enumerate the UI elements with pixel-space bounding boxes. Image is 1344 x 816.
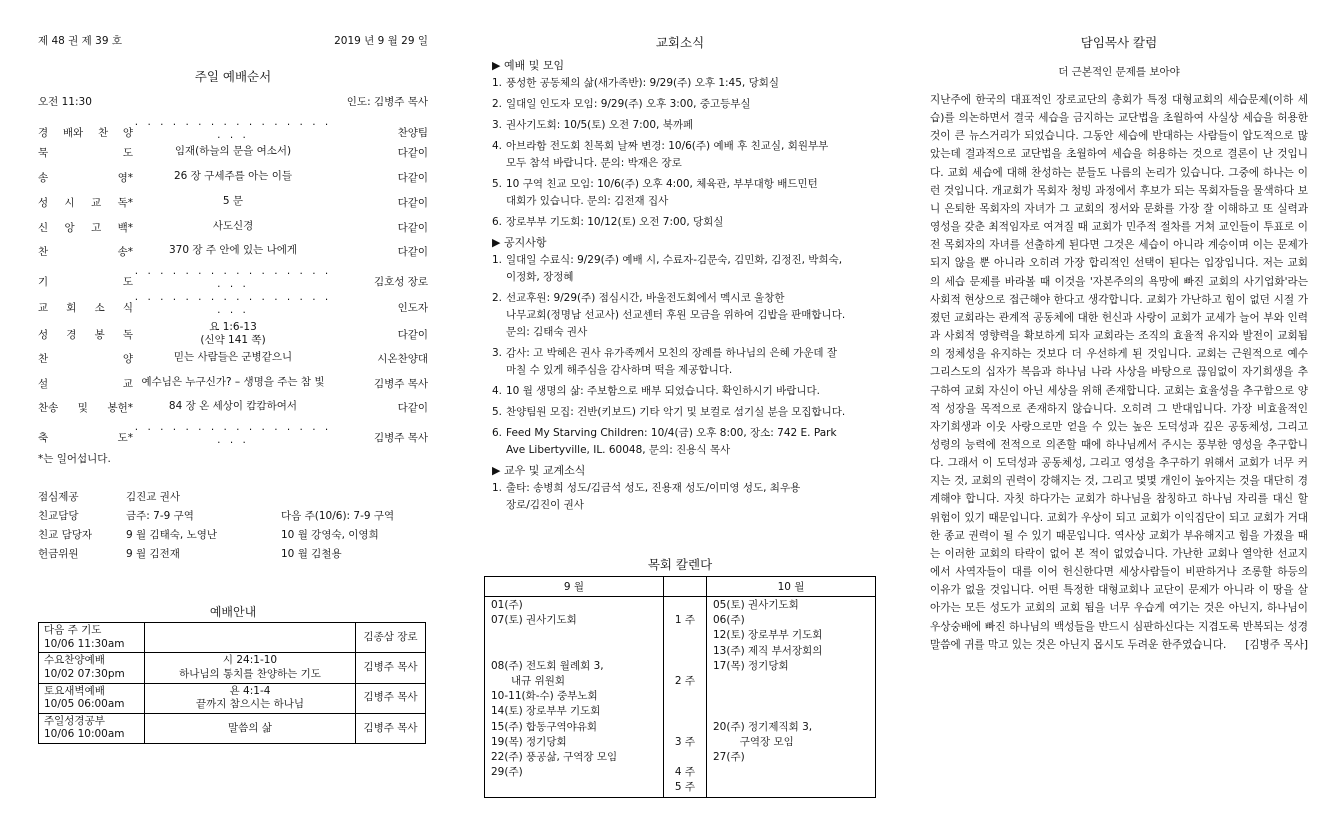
order-name: 성 경 봉 독 — [38, 328, 133, 341]
duty-label: 친교담당 — [38, 510, 79, 522]
service-name: 수요찬양예배 — [44, 654, 105, 667]
duty-row — [38, 487, 428, 506]
news-item-line: 권사기도회: 10/5(토) 오전 7:00, 북까페 — [506, 119, 694, 131]
order-detail-line: · · · · · · · · · · · · · · · · · · · — [134, 294, 332, 320]
news-item-text — [506, 117, 693, 134]
news-item-text — [506, 75, 779, 92]
calendar-event — [491, 644, 657, 659]
calendar-week: 2 주 — [674, 674, 696, 687]
order-person: 김병주 목사 — [373, 431, 428, 444]
worship-info-person: 김병주 목사 — [356, 713, 426, 743]
order-row — [38, 119, 428, 145]
news-item-line: 장로부부 기도회: 10/12(토) 오전 7:00, 당회실 — [506, 216, 724, 228]
service-name: 주일성경공부 — [44, 714, 105, 727]
news-item-line: 장로/김진이 권사 — [506, 499, 584, 511]
news-item — [492, 290, 876, 341]
worship-info-person: 김병주 목사 — [356, 683, 426, 713]
order-detail — [133, 145, 333, 158]
news-item-text — [506, 480, 800, 514]
duty-row — [38, 525, 428, 544]
service-time: 10/06 11:30am — [44, 637, 125, 650]
calendar-event — [713, 689, 869, 704]
order-person: 다같이 — [397, 196, 428, 209]
calendar-event — [713, 765, 869, 780]
calendar-week — [666, 598, 704, 613]
column-subtitle: 더 근본적인 문제를 보아야 — [1058, 66, 1180, 78]
calendar-event: 08(주) 전도회 월례회 3, — [491, 659, 604, 672]
worship-info-person: 김병주 목사 — [356, 653, 426, 683]
duty-row — [38, 506, 428, 525]
service-detail: 시 24:1-10 — [222, 654, 278, 667]
calendar-week — [666, 720, 704, 735]
order-row — [38, 144, 428, 160]
calendar-week: 1 주 — [674, 614, 696, 627]
order-detail — [133, 119, 333, 145]
order-row — [38, 243, 428, 259]
news-item — [492, 214, 876, 231]
service-detail: 말씀의 삶 — [228, 721, 272, 734]
order-row — [38, 219, 428, 235]
news-item — [492, 117, 876, 134]
news-section-heading: ▶ 예배 및 모임 — [492, 59, 565, 72]
news-item-text — [506, 138, 828, 172]
order-detail-line: 26 장 구세주를 아는 이들 — [174, 170, 292, 183]
order-row — [38, 268, 428, 294]
order-name: 송 영* — [38, 171, 133, 184]
order-detail — [133, 294, 333, 320]
order-name: 축 도* — [38, 431, 133, 444]
worship-info-detail — [145, 623, 356, 653]
order-row — [38, 319, 428, 349]
duty-label: 친교 담당자 — [38, 529, 93, 541]
news-item-text — [506, 290, 845, 341]
news-item-line: 아브라함 전도회 친목회 날짜 변경: 10/6(주) 예배 후 친교실, 회원부부 — [506, 140, 829, 152]
worship-info-title: 예배안내 — [209, 605, 257, 619]
order-person: 찬양팀 — [397, 126, 428, 139]
news-item-line: 마칠 수 있게 해주심을 감사하며 떡을 제공합니다. — [506, 364, 733, 376]
service-name: 토요새벽예배 — [44, 684, 105, 697]
order-detail — [133, 424, 333, 450]
order-person: 다같이 — [397, 146, 428, 159]
calendar-week — [666, 689, 704, 704]
duty-next: 다음 주(10/6): 7-9 구역 — [281, 510, 395, 522]
calendar-title: 목회 칼렌다 — [647, 557, 713, 572]
order-detail — [133, 268, 333, 294]
calendar-event — [713, 674, 869, 689]
worship-info-row — [39, 713, 426, 743]
order-detail-line: 84 장 온 세상이 캄캄하여서 — [168, 400, 298, 413]
news-item-number: 2. — [492, 98, 503, 110]
calendar-event: 27(주) — [713, 750, 745, 763]
news-item-number: 4. — [492, 140, 503, 152]
service-time: 10/02 07:30pm — [44, 667, 125, 680]
news-item-line: 감사: 고 박혜은 권사 유가족께서 모친의 장례를 하나님의 은혜 가운데 잘 — [506, 347, 838, 359]
news-item-number: 1. — [492, 482, 503, 494]
order-detail-line: 예수님은 누구신가? – 생명을 주는 참 빛 — [141, 376, 325, 389]
news-item-line: 일대일 인도자 모임: 9/29(주) 오후 3:00, 중고등부실 — [506, 98, 751, 110]
calendar-event: 19(목) 정기당회 — [491, 735, 567, 748]
service-detail: 욘 4:1-4 — [229, 684, 271, 697]
calendar-header-row — [485, 577, 876, 597]
order-detail — [133, 244, 333, 257]
worship-info-name — [39, 713, 145, 743]
order-detail-line: 5 문 — [222, 195, 244, 208]
news-item-text — [506, 404, 845, 421]
order-detail — [133, 220, 333, 233]
news-item-line: Feed My Starving Children: 10/4(금) 오후 8:00, 장소: 742 E. Park — [506, 427, 837, 439]
news-item-text — [506, 214, 723, 231]
calendar-body-row — [485, 597, 876, 798]
calendar-oct-header: 10 월 — [707, 577, 876, 597]
order-person: 다같이 — [397, 328, 428, 341]
news-item-number: 5. — [492, 178, 503, 190]
duty-value: 9 월 김전재 — [126, 548, 180, 560]
calendar-table — [484, 576, 876, 798]
duty-label: 헌금위원 — [38, 548, 79, 560]
order-name: 찬 송* — [38, 245, 133, 258]
calendar-event: 13(주) 제직 부서장회의 — [713, 644, 823, 657]
order-row — [38, 399, 428, 415]
worship-info-row — [39, 653, 426, 683]
column-body-text: 지난주에 한국의 대표적인 장로교단의 총회가 특정 대형교회의 세습문제(이하 세습)를 의논하면서 결국 세습을 금지하는 교단법을 초월하여 사실상 세습을 허용한 것이 큰 뉴스거리가 되었습니다. 그동안 세습에 반대하는 사람들이 압도적으로 많았는데 결과적으로 교단법을 초월하여 세습을 허용하는 것으로 결론이 난 것입니다. 교회 세습에 대해 찬성하는 분들도 나름의 논리가 있습니다. 그중에 하나는 이런 것입니다. 개교회가 목회자 청빙 과정에서 후보가 되는 목회자들을 물색하다 보니 은퇴한 목회자의 자녀가 그 교회의 정서와 문화를 가장 잘 이해하고 또 실력과 영성을 갖춘 최적임자로 여겨질 때 교회가 민주적 절차를 거쳐 교인들이 투표로 이전 목회자의 자녀를 선출하게 된다면 그것은 세습이 아니라 계승이며 이는 문제가 되지 않을 뿐 아니라 오히려 가장 합리적인 선택이 된다는 입장입니다. 저는 교회의 세습 문제를 바라볼 때 이것을 '자본주의의 욕망에 빠진 교회의 사기업화'라는 사회적 현상으로 접근해야 한다고 생각합니다. 교회가 가난하고 힘이 없던 시절 가졌던 교회라는 관계적 공동체에 대한 헌신과 사랑이 교회가 교세가 늘어 부와 인력과 사회적 영향력을 확보하게 되자 교회라는 조직의 효율적 유지와 발전이 교회됨의 정체성을 유지하는 것보다 더 우선하게 된 것입니다. 교회는 근원적으로 예수 그리스도의 십자가 복음과 하나님 나라 사상을 바탕으로 끊임없이 자기희생을 추구하여 교회 자신이 아닌 세상을 위해 존재합니다. 교회는 효율성을 추구함으로 양적 성장을 목적으로 존재하지 않습니다. 오히려 그 반대입니다. 가장 비효율적인 자기희생과 이웃 사랑으로만 얻을 수 있는 높은 도덕성과 깊은 공동체성, 그리고 성령의 능력에 전적으로 의존할 때에 하나님께서 주시는 풍부한 영성을 추구합니다. 그래서 이 도덕성과 공동체성, 그리고 영성을 추구하기 위해서 교회가 너무 커지는 것, 교회의 권력이 강해지는 것, 그리고 몇몇 개인이 높아지는 것을 대단히 경계해야 합니다. 자칫 하다가는 교회가 하나님을 참칭하고 하나님 자리를 대신 할 위험이 있기 때문입니다. 교회가 우상이 되고 교회가 이익집단이 되고 교회가 거대한 종교 권력이 될 수 있기 때문입니다. 역사상 교회가 부유해지고 힘을 가졌을 때는 이러한 교회의 타락이 없어 본 적이 없었습니다. 가난한 교회나 열악한 선교지에서 사역자들이 대를 이어 헌신한다면 세상사람들이 비판하거나 조롱할 하등의 이유가 없을 것입니다. 어떤 특정한 대형교회나 교단이 문제가 아니라 이 땅을 살아가는 모든 성도가 교회의 교회 됨을 너무 우습게 여기는 것은 아닌지, 하나님이 우상숭배에 빠진 하나님의 백성들을 반드시 심판하신다는 지겹도록 반복되는 성경 말씀에 귀를 막고 있는 것은 아닌지 몹시도 두려운 한주였습니다. — [930, 94, 1308, 651]
order-name: 찬송 및 봉헌* — [38, 401, 133, 414]
order-name: 경 배와 찬 양 — [38, 126, 133, 139]
worship-leader: 인도: 김병주 목사 — [346, 96, 428, 108]
news-item-text — [506, 383, 820, 400]
worship-info-table — [38, 622, 426, 744]
news-item-text — [506, 176, 818, 210]
calendar-week: 3 주 — [674, 735, 696, 748]
order-name: 교 회 소 식 — [38, 301, 133, 314]
news-item-line: Ave Libertyville, IL. 60048, 문의: 진용식 목사 — [506, 444, 731, 456]
order-detail — [133, 170, 333, 183]
calendar-event: 06(주) — [713, 614, 745, 627]
calendar-week — [666, 750, 704, 765]
news-item — [492, 252, 876, 286]
news-item — [492, 480, 876, 514]
order-row — [38, 375, 428, 391]
calendar-event — [491, 628, 657, 643]
news-item-number: 5. — [492, 406, 503, 418]
calendar-week-header — [664, 577, 707, 597]
worship-info-name — [39, 623, 145, 653]
calendar-week — [666, 628, 704, 643]
order-person: 시온찬양대 — [377, 352, 428, 365]
calendar-week — [666, 644, 704, 659]
news-item-line: 일대일 수료식: 9/29(주) 예배 시, 수료자-김문숙, 김민화, 김정진, 박희숙, — [506, 254, 843, 266]
calendar-week — [666, 704, 704, 719]
order-row — [38, 194, 428, 210]
calendar-event: 07(토) 권사기도회 — [491, 614, 577, 627]
calendar-sep-events — [485, 597, 664, 798]
issue-date: 2019 년 9 월 29 일 — [334, 35, 428, 47]
order-detail-line: 임재(하늘의 문을 여소서) — [174, 145, 292, 158]
order-detail-line: (신약 141 쪽) — [200, 334, 266, 346]
order-detail — [133, 400, 333, 413]
news-title: 교회소식 — [655, 35, 705, 50]
calendar-event: 구역장 모임 — [713, 735, 794, 748]
news-item-number: 6. — [492, 216, 503, 228]
duty-row — [38, 544, 428, 563]
duty-value: 9 월 김태숙, 노영난 — [126, 529, 218, 541]
duty-value: 금주: 7-9 구역 — [126, 510, 194, 522]
news-item — [492, 96, 876, 113]
order-name: 찬 양 — [38, 352, 133, 365]
news-item — [492, 383, 876, 400]
news-item-number: 6. — [492, 427, 503, 439]
issue-volume: 제 48 권 제 39 호 — [38, 35, 122, 47]
worship-info-row — [39, 683, 426, 713]
news-item-line: 찬양팀원 모집: 건반(키보드) 기타 악기 및 보컬로 섬기실 분을 모집합니다. — [506, 406, 846, 418]
order-detail-line: 사도신경 — [212, 220, 254, 233]
news-item-text — [506, 425, 837, 459]
order-name: 성 시 교 독* — [38, 196, 133, 209]
news-section-heading: ▶ 공지사항 — [492, 236, 547, 249]
calendar-week: 4 주 — [674, 766, 696, 779]
order-row — [38, 424, 428, 450]
news-sections — [492, 54, 876, 518]
calendar-event: 내규 위원회 — [491, 674, 566, 687]
calendar-oct-events — [707, 597, 876, 798]
order-name: 기 도 — [38, 275, 133, 288]
order-detail-line: · · · · · · · · · · · · · · · · · · · — [134, 268, 332, 294]
calendar-event: 14(토) 장로부부 기도회 — [491, 705, 601, 718]
worship-order-title: 주일 예배순서 — [194, 69, 272, 84]
news-item-number: 3. — [492, 119, 503, 131]
calendar-event: 15(주) 합동구역야유회 — [491, 720, 598, 733]
news-item-line: 10 월 생명의 삶: 주보함으로 배부 되었습니다. 확인하시기 바랍니다. — [506, 385, 820, 397]
service-time: 10/05 06:00am — [44, 698, 125, 711]
news-item-line: 대회가 있습니다. 문의: 김전재 집사 — [506, 195, 669, 207]
order-name: 설 교 — [38, 377, 133, 390]
order-person: 다같이 — [397, 171, 428, 184]
news-item-line: 출타: 송병희 성도/김금석 성도, 진용재 성도/이미영 성도, 최우용 — [506, 482, 801, 494]
news-item — [492, 404, 876, 421]
duty-label: 점심제공 — [38, 491, 79, 503]
news-item-line: 풍성한 공동체의 삶(새가족반): 9/29(주) 오후 1:45, 당회실 — [506, 77, 780, 89]
calendar-week: 5 주 — [674, 781, 696, 794]
news-item-line: 10 구역 친교 모임: 10/6(주) 오후 4:00, 체육관, 부부대항 배드민턴 — [506, 178, 818, 190]
calendar-event: 10-11(화-수) 중부노회 — [491, 690, 598, 703]
order-person: 다같이 — [397, 401, 428, 414]
calendar-event: 17(목) 정기당회 — [713, 659, 789, 672]
worship-info-person: 김종삼 장로 — [356, 623, 426, 653]
order-name: 묵 도 — [38, 146, 133, 159]
worship-time-row — [38, 94, 428, 109]
news-item — [492, 425, 876, 459]
column-signature: [김병주 목사] — [1245, 638, 1308, 651]
order-row — [38, 350, 428, 366]
order-person: 김병주 목사 — [373, 377, 428, 390]
order-detail-line: · · · · · · · · · · · · · · · · · · · — [134, 119, 332, 145]
service-name: 다음 주 기도 — [44, 624, 102, 636]
news-item-line: 문의: 김태숙 권사 — [506, 326, 588, 338]
order-person: 다같이 — [397, 245, 428, 258]
news-item-text — [506, 345, 837, 379]
issue-header — [38, 33, 428, 48]
duty-next: 10 월 강영숙, 이영희 — [281, 529, 379, 541]
news-item — [492, 138, 876, 172]
calendar-event: 29(주) — [491, 766, 523, 779]
worship-info-row — [39, 623, 426, 653]
worship-info-detail — [145, 713, 356, 743]
order-detail — [133, 376, 333, 389]
news-item — [492, 345, 876, 379]
worship-info-detail — [145, 683, 356, 713]
news-item-line: 나무교회(정명남 선교사) 선교센터 후원 모금을 위하여 김밥을 판매합니다. — [506, 309, 846, 321]
duties-list — [38, 487, 428, 563]
news-item-number: 2. — [492, 292, 503, 304]
calendar-event — [713, 704, 869, 719]
news-item — [492, 176, 876, 210]
column-body — [930, 91, 1308, 654]
order-row — [38, 294, 428, 320]
column-title: 담임목사 칼럼 — [1080, 35, 1158, 50]
standing-note: *는 일어섭니다. — [38, 453, 111, 465]
news-item-line: 모두 참석 바랍니다. 문의: 박재은 장로 — [506, 157, 682, 169]
service-detail: 하나님의 통치를 찬양하는 기도 — [179, 667, 321, 680]
order-person: 김호성 장로 — [373, 275, 428, 288]
order-person: 다같이 — [397, 221, 428, 234]
calendar-sep-header: 9 월 — [485, 577, 664, 597]
order-detail-line: 요 1:6-13 — [209, 320, 257, 333]
news-item — [492, 75, 876, 92]
worship-info-name — [39, 683, 145, 713]
service-detail: 끝까지 참으시는 하나님 — [195, 698, 305, 711]
news-item-number: 3. — [492, 347, 503, 359]
calendar-event: 20(주) 정기제직회 3, — [713, 720, 813, 733]
order-person: 인도자 — [397, 301, 428, 314]
order-detail — [133, 195, 333, 208]
news-item-line: 선교후원: 9/29(주) 점심시간, 바울전도회에서 멕시코 울창한 — [506, 292, 785, 304]
news-item-number: 4. — [492, 385, 503, 397]
order-name: 신 앙 고 백* — [38, 221, 133, 234]
news-item-number: 1. — [492, 254, 503, 266]
service-time: 10/06 10:00am — [44, 728, 125, 741]
news-section-heading: ▶ 교우 및 교계소식 — [492, 464, 586, 477]
calendar-event: 12(토) 장로부부 기도회 — [713, 629, 823, 642]
duty-value: 김진교 권사 — [126, 491, 181, 503]
news-item-number: 1. — [492, 77, 503, 89]
worship-info-detail — [145, 653, 356, 683]
calendar-weeks — [664, 597, 707, 798]
news-item-text — [506, 96, 751, 113]
order-row — [38, 169, 428, 185]
order-detail-line: · · · · · · · · · · · · · · · · · · · — [134, 424, 332, 450]
news-item-line: 이정화, 장정혜 — [506, 271, 574, 283]
calendar-event: 22(주) 풍공삶, 구역장 모임 — [491, 751, 618, 763]
order-detail-line: 믿는 사람들은 군병같으니 — [173, 351, 293, 364]
calendar-event: 01(주) — [491, 599, 523, 611]
worship-info-name — [39, 653, 145, 683]
order-detail — [133, 351, 333, 364]
calendar-event: 05(토) 권사기도회 — [713, 599, 799, 611]
duty-next: 10 월 김철용 — [281, 548, 342, 560]
order-detail-line: 370 장 주 안에 있는 나에게 — [168, 244, 298, 257]
order-detail — [133, 321, 333, 347]
worship-time: 오전 11:30 — [38, 96, 92, 108]
news-item-text — [506, 252, 842, 286]
calendar-week — [666, 659, 704, 674]
